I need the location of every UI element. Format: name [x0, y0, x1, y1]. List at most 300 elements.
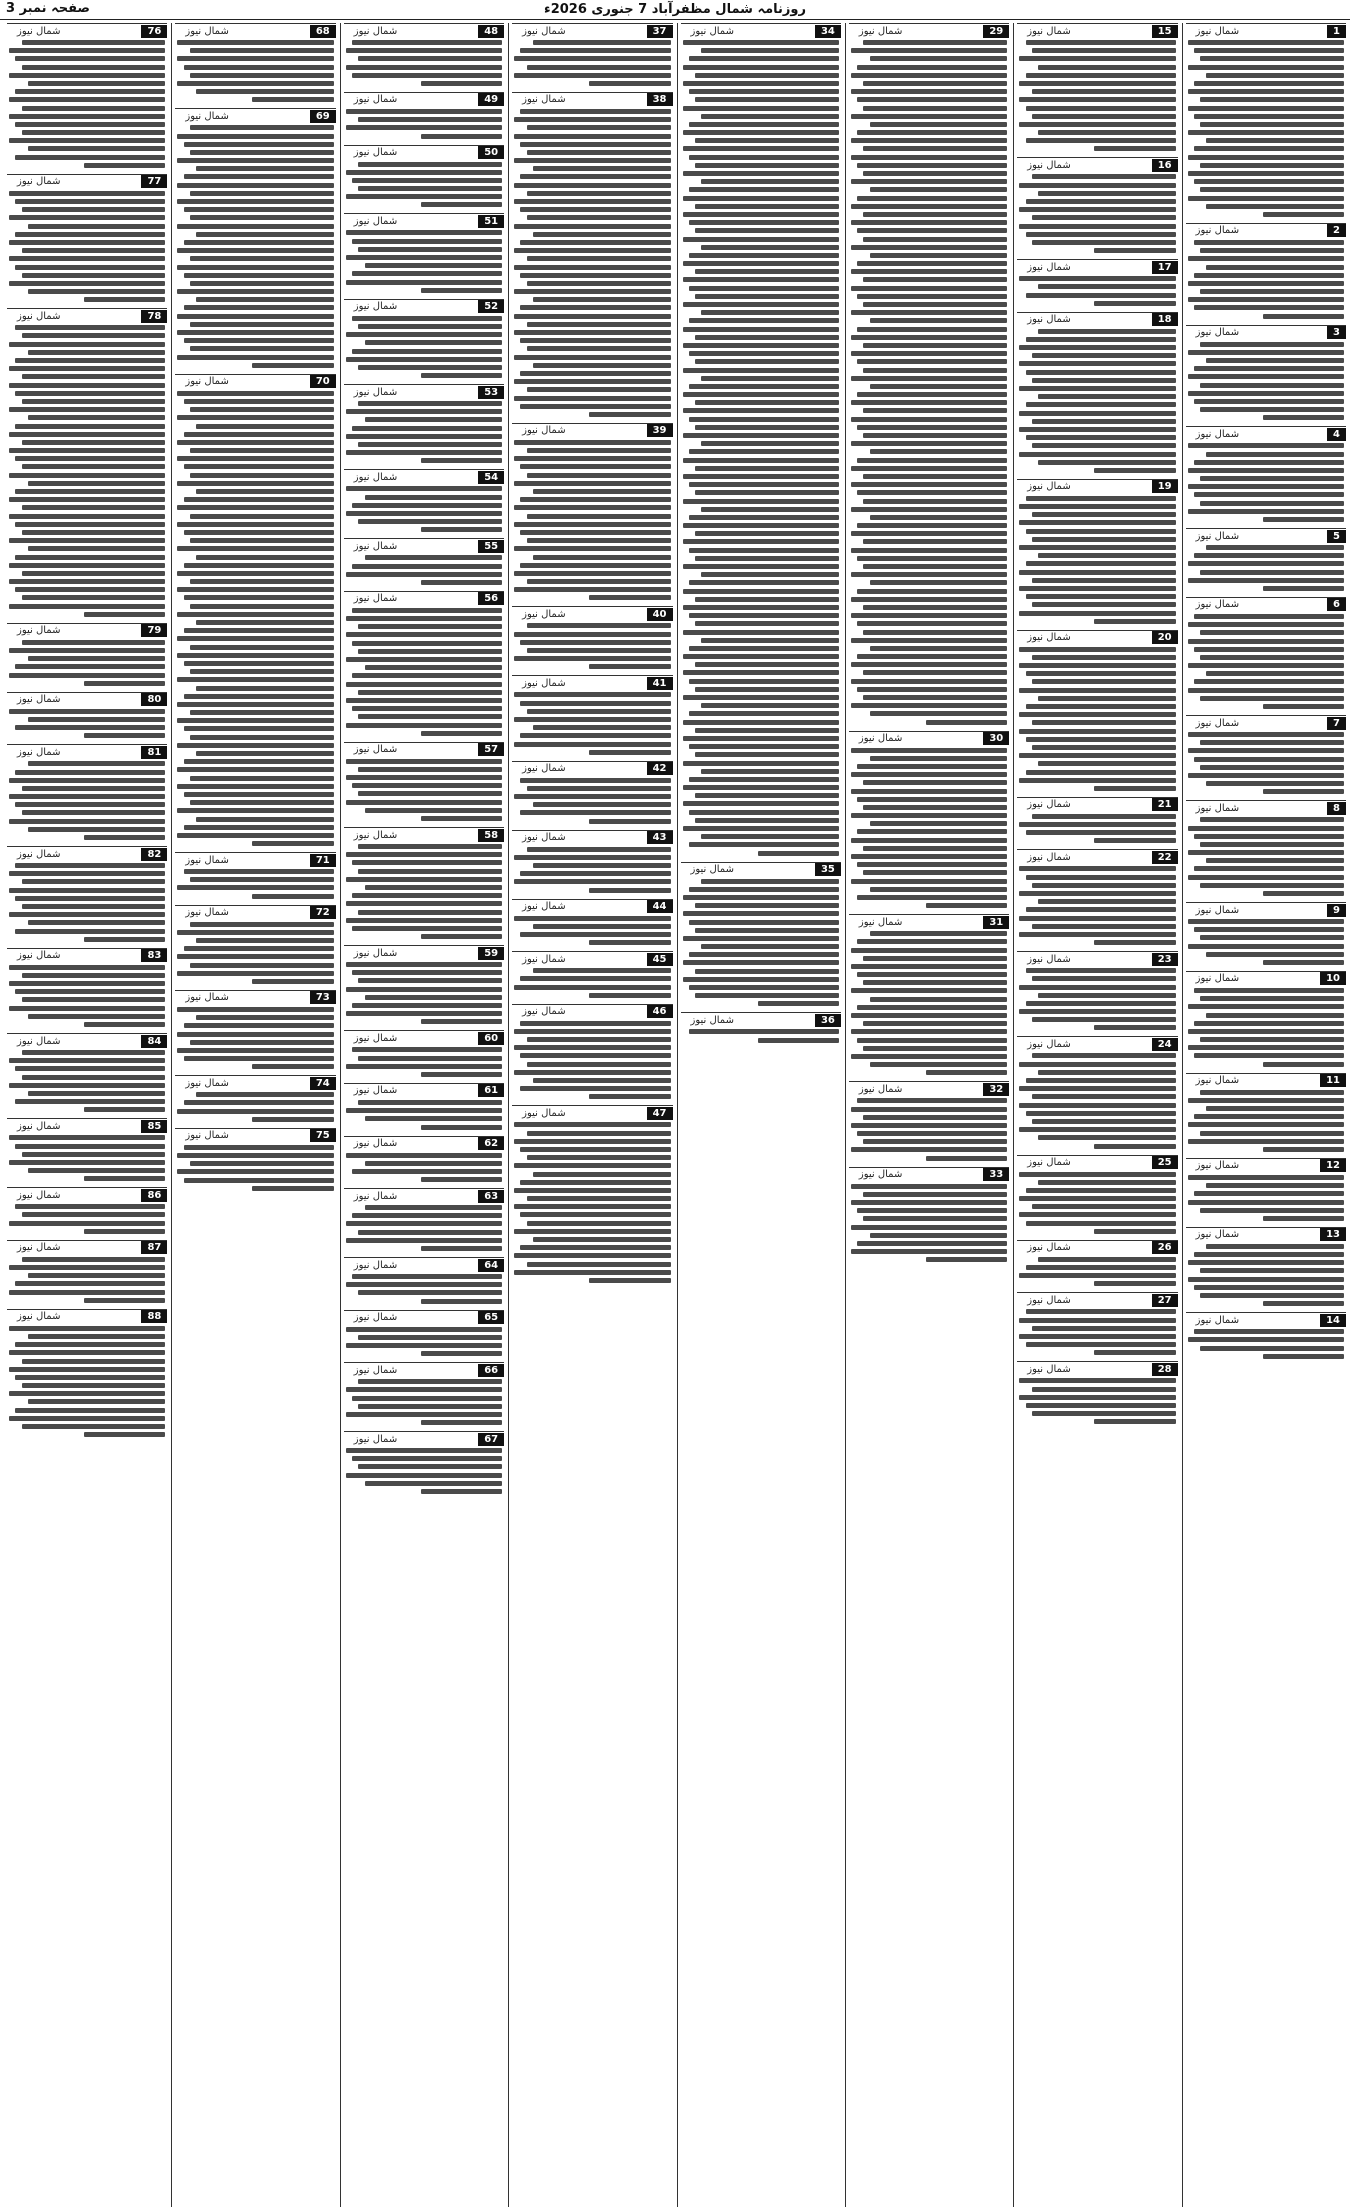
text-line [190, 191, 334, 196]
news-item-body-text [7, 1204, 167, 1234]
text-line [15, 325, 165, 330]
text-line [1200, 248, 1344, 253]
text-line [1200, 935, 1344, 940]
text-line [1094, 1419, 1175, 1424]
text-line [421, 1177, 502, 1182]
text-line [520, 240, 670, 245]
text-line [346, 511, 502, 516]
text-line [196, 1092, 334, 1097]
text-line [252, 894, 333, 899]
text-line [1200, 842, 1344, 847]
news-item [1017, 259, 1177, 306]
text-line [358, 365, 502, 370]
news-item [344, 1030, 504, 1077]
text-line [514, 379, 670, 384]
text-line [1019, 688, 1175, 693]
news-item-tag: شمال نیوز [353, 744, 398, 756]
text-line [527, 256, 671, 261]
text-line [9, 912, 165, 917]
text-line [1206, 1244, 1344, 1249]
text-line [926, 720, 1007, 725]
text-line [1019, 504, 1175, 509]
text-line [514, 1070, 670, 1075]
text-line [184, 694, 334, 699]
news-item-body-text [175, 40, 335, 102]
text-line [527, 1131, 671, 1136]
text-line [177, 355, 333, 360]
text-line [190, 125, 334, 130]
text-line [533, 297, 671, 302]
text-line [1194, 614, 1344, 619]
text-line [533, 232, 671, 237]
text-line [358, 791, 502, 796]
text-line [352, 641, 502, 646]
text-line [177, 718, 333, 723]
text-line [695, 597, 839, 602]
text-line [9, 1160, 165, 1165]
text-line [514, 522, 670, 527]
text-line [177, 248, 333, 253]
text-line [190, 514, 334, 519]
text-line [22, 640, 166, 645]
text-line [346, 682, 502, 687]
text-line [683, 474, 839, 479]
news-item [849, 731, 1009, 909]
news-item-number: 16 [1152, 159, 1178, 172]
text-line [1019, 1273, 1175, 1278]
text-line [851, 531, 1007, 536]
text-line [589, 750, 670, 755]
news-item-body-text [344, 1100, 504, 1130]
news-column-6 [340, 23, 504, 2207]
text-line [9, 215, 165, 220]
text-line [15, 664, 165, 669]
text-line [851, 466, 1007, 471]
text-line [851, 114, 1007, 119]
news-item-body-text [512, 440, 672, 601]
text-line [15, 456, 165, 461]
text-line [1206, 138, 1344, 143]
text-line [15, 1066, 165, 1071]
news-item [512, 606, 672, 669]
text-line [1026, 138, 1176, 143]
news-item [344, 1310, 504, 1357]
news-item-header [344, 1257, 504, 1272]
text-line [177, 56, 333, 61]
text-line [421, 934, 502, 939]
text-line [9, 778, 165, 783]
text-line [851, 310, 1007, 315]
text-line [346, 1011, 502, 1016]
text-line [346, 1238, 502, 1243]
text-line [177, 1153, 333, 1158]
text-line [1206, 781, 1344, 786]
text-line [84, 835, 165, 840]
text-line [1026, 1309, 1176, 1314]
news-item-number: 52 [478, 300, 504, 313]
news-item-header [512, 675, 672, 690]
text-line [870, 122, 1008, 127]
text-line [184, 65, 334, 70]
text-line [358, 624, 502, 629]
text-line [28, 1399, 166, 1404]
news-item-tag: شمال نیوز [1195, 1160, 1240, 1172]
news-item-tag: شمال نیوز [185, 992, 229, 1004]
text-line [177, 930, 333, 935]
news-item-number: 60 [478, 1032, 504, 1045]
news-item-header [344, 945, 504, 960]
text-line [1206, 73, 1344, 78]
text-line [1038, 394, 1176, 399]
text-line [1188, 281, 1344, 286]
text-line [28, 350, 166, 355]
text-line [1194, 647, 1344, 652]
text-line [533, 725, 671, 730]
text-line [9, 538, 165, 543]
text-line [863, 980, 1007, 985]
news-item-number: 36 [815, 1014, 841, 1027]
news-item-header [1017, 797, 1177, 812]
news-item-header [7, 23, 167, 38]
text-line [1194, 146, 1344, 151]
news-item-header [512, 92, 672, 107]
text-line [514, 314, 670, 319]
text-line [28, 920, 166, 925]
text-line [857, 939, 1007, 944]
news-item-body-text [1186, 919, 1346, 965]
news-item-header [7, 1118, 167, 1133]
news-item-number: 7 [1327, 717, 1346, 730]
text-line [863, 695, 1007, 700]
text-line [22, 595, 166, 600]
text-line [346, 632, 502, 637]
text-line [1194, 114, 1344, 119]
text-line [857, 797, 1007, 802]
text-line [421, 373, 502, 378]
news-item-header [7, 1240, 167, 1255]
text-line [520, 109, 670, 114]
text-line [851, 138, 1007, 143]
text-line [346, 657, 502, 662]
text-line [1019, 611, 1175, 616]
news-item-number: 35 [815, 863, 841, 876]
text-line [190, 215, 334, 220]
text-line [863, 106, 1007, 111]
text-line [177, 743, 333, 748]
news-item-header [175, 374, 335, 389]
news-item-body-text [1017, 40, 1177, 151]
news-item-header [344, 469, 504, 484]
text-line [9, 432, 165, 437]
text-line [870, 515, 1008, 520]
news-item [1017, 157, 1177, 253]
text-line [1019, 1318, 1175, 1323]
text-line [527, 1221, 671, 1226]
text-line [358, 1404, 502, 1409]
text-line [527, 579, 671, 584]
news-item-body-text [512, 1122, 672, 1283]
text-line [1194, 1053, 1344, 1058]
text-line [346, 1282, 502, 1287]
news-item-tag: شمال نیوز [858, 1083, 903, 1095]
text-line [352, 1003, 502, 1008]
news-item-header [7, 1187, 167, 1202]
text-line [1026, 370, 1176, 375]
text-line [84, 1432, 165, 1437]
news-item-tag: شمال نیوز [522, 425, 566, 437]
text-line [1206, 204, 1344, 209]
text-line [358, 714, 502, 719]
text-line [701, 114, 839, 119]
text-line [184, 432, 334, 437]
text-line [1188, 1337, 1344, 1342]
text-line [1019, 822, 1175, 827]
news-item [7, 846, 167, 942]
news-item-number: 67 [478, 1433, 504, 1446]
news-item-header [512, 830, 672, 845]
text-line [683, 654, 839, 659]
news-item-tag: شمال نیوز [185, 907, 229, 919]
text-line [184, 661, 334, 666]
text-line [695, 752, 839, 757]
text-line [15, 489, 165, 494]
news-item-tag: شمال نیوز [1195, 802, 1240, 814]
text-line [346, 1387, 502, 1392]
text-line [177, 767, 333, 772]
text-line [15, 1375, 165, 1380]
text-line [1019, 1334, 1175, 1339]
text-line [1094, 619, 1175, 624]
text-line [346, 170, 502, 175]
news-item-header [1186, 800, 1346, 815]
news-item-number: 50 [478, 146, 504, 159]
news-item [1017, 23, 1177, 151]
text-line [1094, 146, 1175, 151]
text-line [695, 359, 839, 364]
news-item-body-text [175, 391, 335, 846]
text-line [22, 440, 166, 445]
text-line [9, 1221, 165, 1226]
news-item-number: 80 [141, 693, 167, 706]
text-line [346, 572, 502, 577]
news-item [344, 742, 504, 821]
text-line [190, 776, 334, 781]
news-item-tag: شمال نیوز [1195, 327, 1240, 339]
news-item-number: 59 [478, 947, 504, 960]
text-line [1263, 704, 1344, 709]
text-line [1026, 337, 1176, 342]
text-line [758, 1001, 839, 1006]
text-line [365, 1161, 503, 1166]
news-item-body-text [344, 1153, 504, 1183]
news-item-tag: شمال نیوز [353, 1138, 398, 1149]
text-line [421, 458, 502, 463]
text-line [177, 546, 333, 551]
news-item-number: 39 [647, 424, 673, 437]
text-line [514, 117, 670, 122]
news-item-header [1017, 951, 1177, 966]
news-item [344, 145, 504, 208]
news-item-number: 61 [478, 1084, 504, 1097]
text-line [514, 56, 670, 61]
news-item-body-text [1017, 276, 1177, 306]
news-item [681, 23, 841, 856]
news-item-header [7, 692, 167, 707]
text-line [851, 988, 1007, 993]
text-line [520, 778, 670, 783]
news-column-2 [1013, 23, 1177, 2207]
text-line [1019, 207, 1175, 212]
news-item-number: 6 [1327, 598, 1346, 611]
news-item-number: 38 [647, 93, 673, 106]
text-line [358, 869, 502, 874]
text-line [346, 759, 502, 764]
news-item-body-text [1186, 732, 1346, 794]
text-line [352, 783, 502, 788]
text-line [870, 997, 1008, 1002]
news-item-tag: شمال نیوز [1027, 1157, 1071, 1168]
text-line [1263, 314, 1344, 319]
news-item-body-text [1017, 1378, 1177, 1424]
text-line [1094, 301, 1175, 306]
news-item [512, 830, 672, 893]
text-line [9, 342, 165, 347]
news-item-tag: شمال نیوز [1195, 1229, 1240, 1241]
text-line [15, 1204, 165, 1209]
news-item-body-text [1017, 814, 1177, 844]
text-line [695, 687, 839, 692]
text-line [1200, 342, 1344, 347]
text-line [1188, 1200, 1344, 1205]
text-line [758, 851, 839, 856]
text-line [857, 458, 1007, 463]
news-item-body-text [849, 748, 1009, 909]
news-item-header [512, 761, 672, 776]
news-item [344, 1083, 504, 1130]
text-line [84, 297, 165, 302]
text-line [22, 530, 166, 535]
text-line [1032, 1017, 1176, 1022]
text-line [1194, 757, 1344, 762]
news-item-number: 87 [141, 1241, 167, 1254]
text-line [695, 204, 839, 209]
text-line [857, 490, 1007, 495]
text-line [851, 155, 1007, 160]
text-line [1038, 1257, 1176, 1262]
text-line [683, 977, 839, 982]
text-line [1026, 671, 1176, 676]
text-line [358, 1230, 502, 1235]
news-item-body-text [1017, 968, 1177, 1030]
text-line [365, 263, 503, 268]
text-line [683, 196, 839, 201]
news-item-number: 20 [1152, 631, 1178, 644]
news-item [1017, 849, 1177, 945]
news-item-body-text [1017, 496, 1177, 624]
text-line [346, 1153, 502, 1158]
news-item [7, 1240, 167, 1303]
text-line [683, 261, 839, 266]
text-line [870, 1062, 1008, 1067]
text-line [1019, 276, 1175, 281]
text-line [701, 441, 839, 446]
text-line [352, 1456, 502, 1461]
text-line [1019, 1196, 1175, 1201]
text-line [1026, 770, 1176, 775]
text-line [421, 1420, 502, 1425]
news-item [1017, 1155, 1177, 1234]
text-line [346, 1221, 502, 1226]
text-line [190, 710, 334, 715]
text-line [22, 106, 166, 111]
text-line [190, 963, 334, 968]
news-item-tag: شمال نیوز [522, 901, 566, 913]
news-item-header [1186, 528, 1346, 543]
news-item-body-text [344, 230, 504, 292]
news-item-number: 10 [1320, 972, 1346, 985]
text-line [15, 929, 165, 934]
text-line [1188, 875, 1344, 880]
news-item-number: 26 [1152, 1241, 1178, 1254]
text-line [533, 924, 671, 929]
text-line [9, 819, 165, 824]
news-item-body-text [1186, 443, 1346, 522]
text-line [514, 1029, 670, 1034]
text-line [346, 877, 502, 882]
text-line [701, 310, 839, 315]
text-line [689, 842, 839, 847]
news-item [1186, 23, 1346, 217]
text-line [527, 1196, 671, 1201]
text-line [1200, 1090, 1344, 1095]
text-line [1188, 89, 1344, 94]
text-line [15, 1144, 165, 1149]
news-item-body-text [344, 759, 504, 821]
text-line [1038, 1135, 1176, 1140]
news-item-header [344, 742, 504, 757]
text-line [1032, 720, 1176, 725]
news-item-number: 25 [1152, 1156, 1178, 1169]
news-item [344, 299, 504, 378]
text-line [514, 587, 670, 592]
news-item-number: 23 [1152, 953, 1178, 966]
text-line [190, 1161, 334, 1166]
news-item-number: 22 [1152, 851, 1178, 864]
text-line [9, 138, 165, 143]
text-line [851, 1029, 1007, 1034]
news-item [1017, 312, 1177, 473]
news-item [1186, 1073, 1346, 1152]
text-line [1194, 1021, 1344, 1026]
news-item-header [7, 948, 167, 963]
news-item-body-text [512, 968, 672, 998]
news-item [1017, 951, 1177, 1030]
text-line [1019, 891, 1175, 896]
news-item-body-text [512, 692, 672, 754]
text-line [1200, 501, 1344, 506]
text-line [851, 813, 1007, 818]
text-line [527, 623, 671, 628]
text-line [190, 281, 334, 286]
text-line [1032, 1326, 1176, 1331]
text-line [346, 723, 502, 728]
news-item-number: 30 [983, 732, 1009, 745]
news-item-number: 12 [1320, 1159, 1346, 1172]
text-line [1032, 679, 1176, 684]
text-line [689, 187, 839, 192]
text-line [190, 800, 334, 805]
news-item-body-text [344, 162, 504, 208]
